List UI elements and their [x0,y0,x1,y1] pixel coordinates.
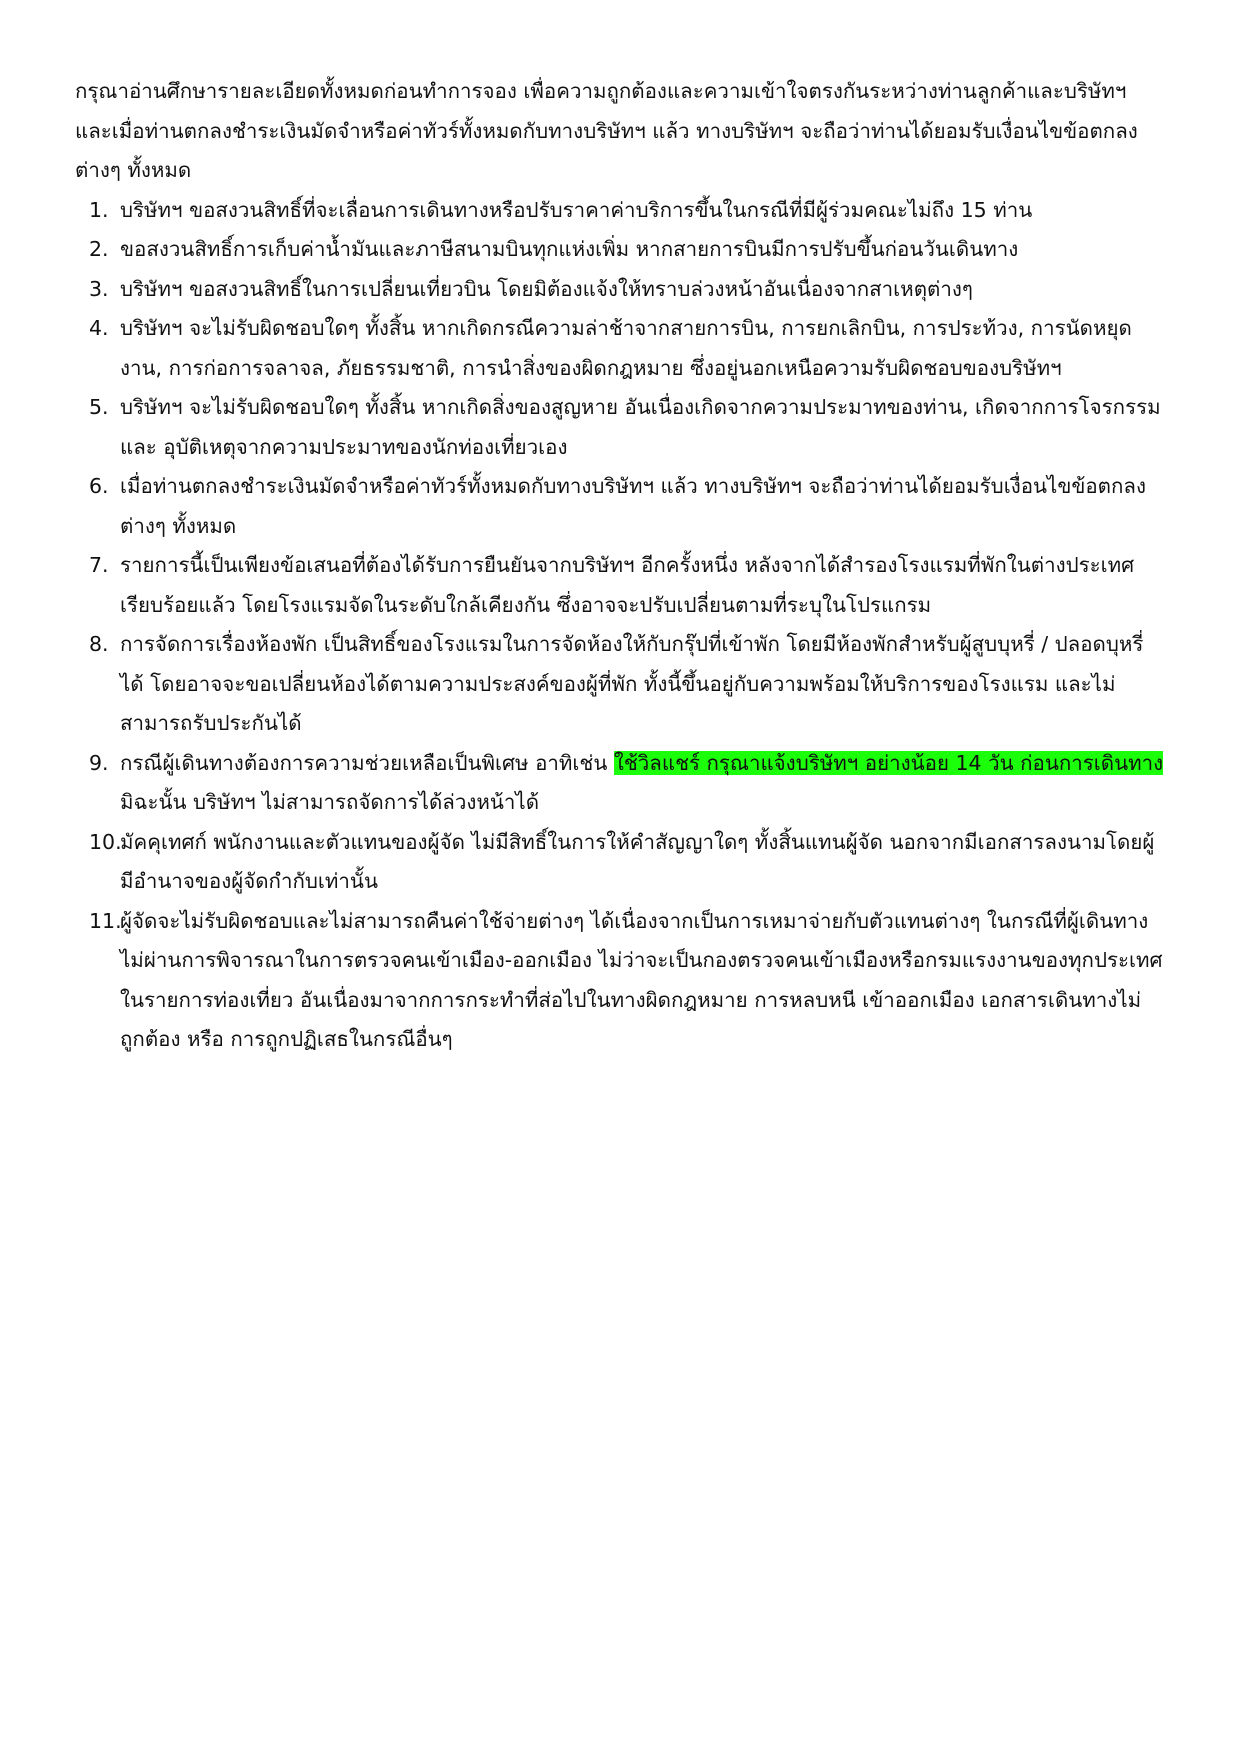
term-text: บริษัทฯ ขอสงวนสิทธิ์ที่จะเลื่อนการเดินทางหรือปรับราคาค่าบริการขึ้นในกรณีที่มีผู้ร่วมคณะไม่ถึง 15 ท่าน [120,197,1033,222]
term-number: 3. [89,276,109,301]
term-number: 11. [89,908,122,933]
term-text: บริษัทฯ จะไม่รับผิดชอบใดๆ ทั้งสิ้น หากเกิดกรณีความล่าช้าจากสายการบิน, การยกเลิกบิน, การประท้วง, การนัดหยุดงาน, การก่อการจลาจล, ภัยธรรมชาติ, การนำสิ่งของผิดกฎหมาย ซึ่งอยู่นอกเหนือความรับผิดชอบของบริษัทฯ [120,316,1132,380]
term-text: ผู้จัดจะไม่รับผิดชอบและไม่สามารถคืนค่าใช้จ่ายต่างๆ ได้เนื่องจากเป็นการเหมาจ่ายกับตัวแทนต่างๆ ในกรณีที่ผู้เดินทางไม่ผ่านการพิจารณาในการตรวจคนเข้าเมือง-ออกเมือง ไม่ว่าจะเป็นกองตรวจคนเข้าเมืองหรือกรมแรงงานของทุกประเทศในรายการท่องเที่ยว อันเนื่องมาจากการกระทำที่ส่อไปในทางผิดกฎหมาย การหลบหนี เข้าออกเมือง เอกสารเดินทางไม่ถูกต้อง หรือ การถูกปฏิเสธในกรณีอื่นๆ [120,908,1163,1051]
term-item [75,191,1165,231]
term-item [75,388,1165,467]
term-number: 6. [89,474,109,498]
term-item [75,546,1165,625]
term-text: เมื่อท่านตกลงชำระเงินมัดจำหรือค่าทัวร์ทั้งหมดกับทางบริษัทฯ แล้ว ทางบริษัทฯ จะถือว่าท่านได้ยอมรับเงื่อนไขข้อตกลงต่างๆ ทั้งหมด [120,474,1146,538]
term-text-before: กรณีผู้เดินทางต้องการความช่วยเหลือเป็นพิเศษ อาทิเช่น [120,750,614,775]
term-number: 5. [89,395,109,419]
term-number: 4. [89,316,109,340]
term-number: 7. [89,553,109,577]
term-text: รายการนี้เป็นเพียงข้อเสนอที่ต้องได้รับการยืนยันจากบริษัทฯ อีกครั้งหนึ่ง หลังจากได้สำรองโรงแรมที่พักในต่างประเทศเรียบร้อยแล้ว โดยโรงแรมจัดในระดับใกล้เคียงกัน ซึ่งอาจจะปรับเปลี่ยนตามที่ระบุในโปรแกรม [120,553,1135,617]
intro-paragraph: กรุณาอ่านศึกษารายละเอียดทั้งหมดก่อนทำการจอง เพื่อความถูกต้องและความเข้าใจตรงกันระหว่างท่านลูกค้าและบริษัทฯ และเมื่อท่านตกลงชำระเงินมัดจำหรือค่าทัวร์ทั้งหมดกับทางบริษัทฯ แล้ว ทางบริษัทฯ จะถือว่าท่านได้ยอมรับเงื่อนไขข้อตกลงต่างๆ ทั้งหมด [75,79,1138,182]
term-item [75,309,1165,388]
term-number: 8. [89,632,109,656]
term-item [75,467,1165,546]
term-item [75,625,1165,744]
term-text: มัคคุเทศก์ พนักงานและตัวแทนของผู้จัด ไม่มีสิทธิ์ในการให้คำสัญญาใดๆ ทั้งสิ้นแทนผู้จัด นอกจากมีเอกสารลงนามโดยผู้มีอำนาจของผู้จัดกำกับเท่านั้น [120,829,1155,893]
term-number: 2. [89,237,109,261]
term-text: บริษัทฯ ขอสงวนสิทธิ์ในการเปลี่ยนเที่ยวบิน โดยมิต้องแจ้งให้ทราบล่วงหน้าอันเนื่องจากสาเหตุต่างๆ [120,276,973,301]
term-text: บริษัทฯ จะไม่รับผิดชอบใดๆ ทั้งสิ้น หากเกิดสิ่งของสูญหาย อันเนื่องเกิดจากความประมาทของท่าน, เกิดจากการโจรกรรม และ อุบัติเหตุจากความประมาทของนักท่องเที่ยวเอง [120,395,1161,459]
term-item [75,823,1165,902]
terms-list [75,191,1165,1060]
term-text: การจัดการเรื่องห้องพัก เป็นสิทธิ์ของโรงแรมในการจัดห้องให้กับกรุ๊ปที่เข้าพัก โดยมีห้องพักสำหรับผู้สูบบุหรี่ / ปลอดบุหรี่ได้ โดยอาจจะขอเปลี่ยนห้องได้ตามความประสงค์ของผู้ที่พัก ทั้งนี้ขึ้นอยู่กับความพร้อมให้บริการของโรงแรม และไม่สามารถรับประกันได้ [120,632,1144,735]
highlighted-notice: ใช้วิลแชร์ กรุณาแจ้งบริษัทฯ อย่างน้อย 14 วัน ก่อนการเดินทาง [613,750,1164,775]
term-item [75,270,1165,310]
term-text-after: มิฉะนั้น บริษัทฯ ไม่สามารถจัดการได้ล่วงหน้าได้ [120,790,540,814]
term-text: ขอสงวนสิทธิ์การเก็บค่าน้ำมันและภาษีสนามบินทุกแห่งเพิ่ม หากสายการบินมีการปรับขึ้นก่อนวันเดินทาง [120,237,1019,261]
term-number: 10. [89,829,122,854]
term-number: 1. [89,197,109,222]
term-number: 9. [89,750,109,775]
term-item [75,744,1165,823]
term-item [75,230,1165,270]
terms-document [75,72,1165,1060]
term-item [75,902,1165,1060]
